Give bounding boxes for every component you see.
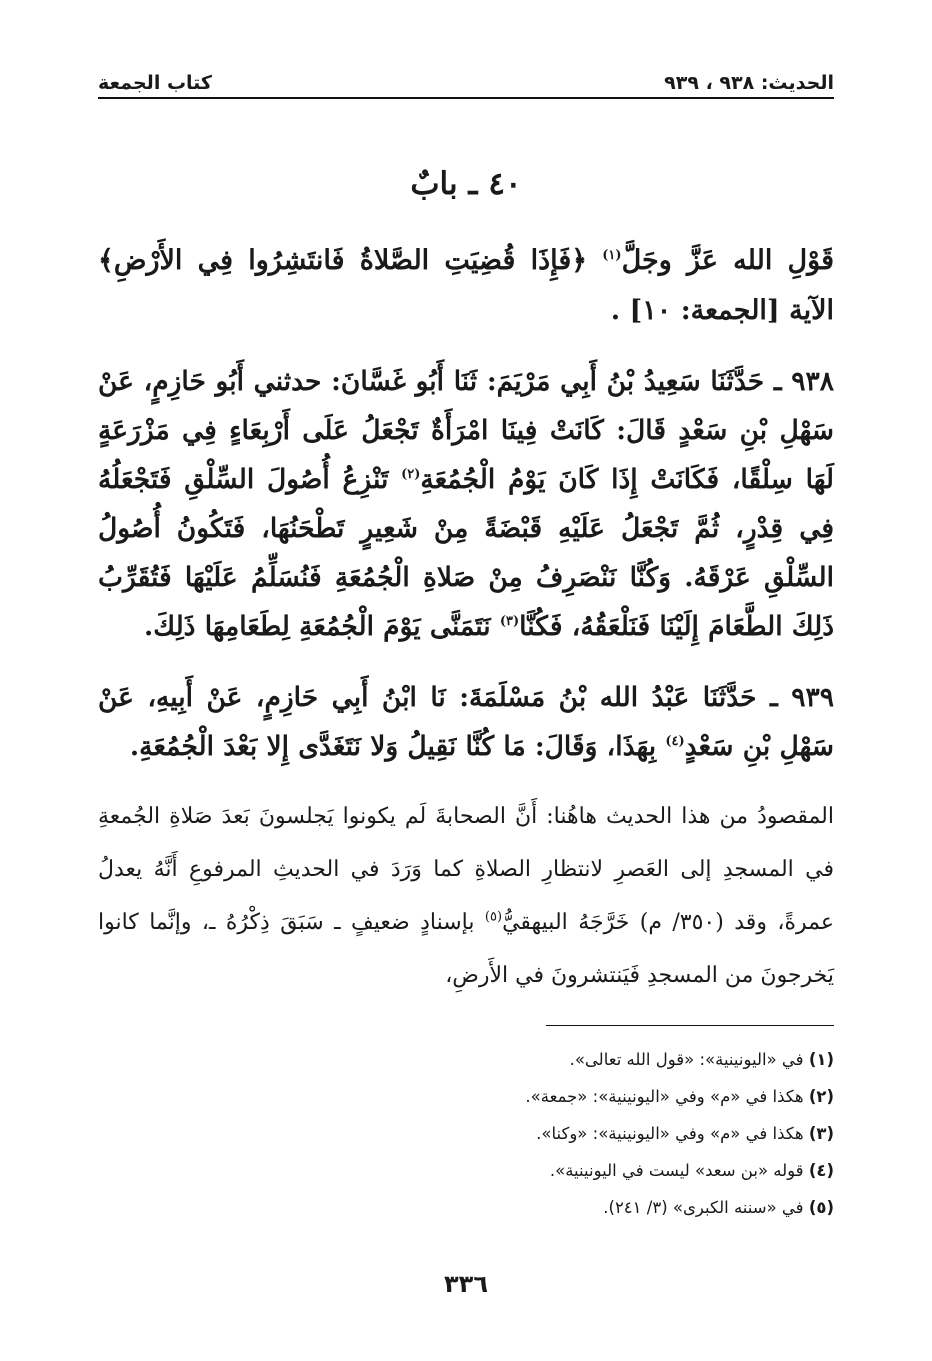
footnote-text: هكذا في «م» وفي «اليونينية»: «وكنا».: [536, 1124, 804, 1143]
hadith-text: تَنْزِعُ أُصُولَ السِّلْقِ فَتَجْعَلُهُ فِي قِدْرٍ، ثُمَّ تَجْعَلُ عَلَيْهِ قَبْضَةً مِنْ شَعِيرٍ تَطْحَنُهَا، فَتَكُونُ أُصُولُ السِّلْقِ عَرْقَهُ. وَكُنَّا نَنْصَرِفُ مِنْ صَلاةِ الْجُمُعَةِ فَنُسَلِّمُ عَلَيْهَا فَتُقَرِّبُ ذَلِكَ الطَّعَامَ إِلَيْنَا فَنَلْعَقُهُ، فَكُنَّا: [98, 464, 834, 642]
footnote-item: [98, 1041, 834, 1078]
hadith-number: ٩٣٩ ـ: [770, 682, 834, 713]
chapter-title: ٤٠ ـ بابٌ: [410, 166, 522, 202]
header-hadith-range: الحديث: ٩٣٨ ، ٩٣٩: [664, 72, 834, 94]
header-divider: [98, 97, 834, 99]
footnote-ref-1: (١): [602, 248, 622, 263]
commentary-text: بإسنادٍ ضعيفٍ ـ سَبَقَ ذِكْرُهُ ـ، وإنَّما كانوا يَخرجونَ من المسجدِ فَيَنتشرونَ في الأَرضِ،: [98, 910, 834, 988]
hadith-939: [98, 673, 834, 771]
hadith-text: بِهَذَا، وَقَالَ: مَا كُنَّا نَقِيلُ وَلا نَتَغَدَّى إِلا بَعْدَ الْجُمُعَةِ.: [129, 731, 666, 762]
footnote-item: [98, 1078, 834, 1115]
hadith-938: [98, 357, 834, 651]
footnote-number: (٢): [808, 1087, 834, 1106]
heading-text: قَوْلِ الله عَزَّ وجَلَّ: [621, 245, 834, 276]
commentary-text: المقصودُ من هذا الحديث هاهُنا: أَنَّ الصحابةَ لَم يكونوا يَجلسونَ بَعدَ صَلاةِ الجُمعةِ في المسجدِ إلى العَصرِ لانتظارِ الصلاةِ كما وَرَدَ في الحديثِ المرفوعِ أَنَّهُ يعدلُ عمرةً، وقد (٣٥٠/ م) خَرَّجَهُ البيهقيُّ: [98, 804, 834, 935]
page-number: ٣٣٦: [444, 1270, 488, 1298]
footnote-ref-2: (٢): [401, 467, 421, 483]
footnote-ref-3: (٣): [499, 614, 520, 630]
footnote-number: (١): [808, 1050, 834, 1069]
footnote-number: (٥): [808, 1198, 834, 1217]
hadith-number: ٩٣٨ ـ: [773, 366, 834, 397]
footnote-divider: [546, 1025, 834, 1026]
hadith-text: حَدَّثَنَا عَبْدُ الله بْنُ مَسْلَمَةَ: نَا ابْنُ أَبِي حَازِمٍ، عَنْ أَبِيهِ، عَنْ سَهْلِ بْنِ سَعْدٍ: [98, 682, 834, 762]
footnote-ref-5: (٥): [484, 909, 503, 925]
chapter-heading: [98, 236, 834, 336]
commentary-paragraph: [98, 790, 834, 1002]
footnote-item: [98, 1152, 834, 1189]
footnote-item: [98, 1115, 834, 1152]
running-header: [98, 56, 834, 94]
footnotes-list: [98, 1041, 834, 1226]
footnote-number: (٤): [808, 1161, 834, 1180]
footnote-number: (٣): [808, 1124, 834, 1143]
heading-verse: ﴿فَإِذَا قُضِيَتِ الصَّلاةُ فَانتَشِرُوا فِي الأَرْضِ﴾ الآية [الجمعة: ١٠] .: [98, 245, 834, 326]
hadith-text: نَتَمَنَّى يَوْمَ الْجُمُعَةِ لِطَعَامِهَا ذَلِكَ.: [144, 611, 500, 642]
footnote-item: [98, 1189, 834, 1226]
footnote-text: في «اليونينية»: «قول الله تعالى».: [569, 1050, 804, 1069]
footnote-text: قوله «بن سعد» ليست في اليونينية».: [549, 1161, 804, 1180]
footnote-text: هكذا في «م» وفي «اليونينية»: «جمعة».: [525, 1087, 804, 1106]
header-book-title: كتاب الجمعة: [98, 72, 212, 94]
footnote-ref-4: (٤): [665, 734, 685, 750]
hadith-text: حَدَّثَنَا سَعِيدُ بْنُ أَبِي مَرْيَمَ: ثَنَا أَبُو غَسَّانَ: حدثني أَبُو حَازِمٍ، عَنْ سَهْلِ بْنِ سَعْدٍ قَالَ: كَانَتْ فِينَا امْرَأَةٌ تَجْعَلُ عَلَى أَرْبِعَاءٍ فِي مَزْرَعَةٍ لَهَا سِلْقًا، فَكَانَتْ إِذَا كَانَ يَوْمُ الْجُمُعَةِ: [98, 366, 834, 495]
footnote-text: في «سننه الكبرى» (٣/ ٢٤١).: [603, 1198, 804, 1217]
